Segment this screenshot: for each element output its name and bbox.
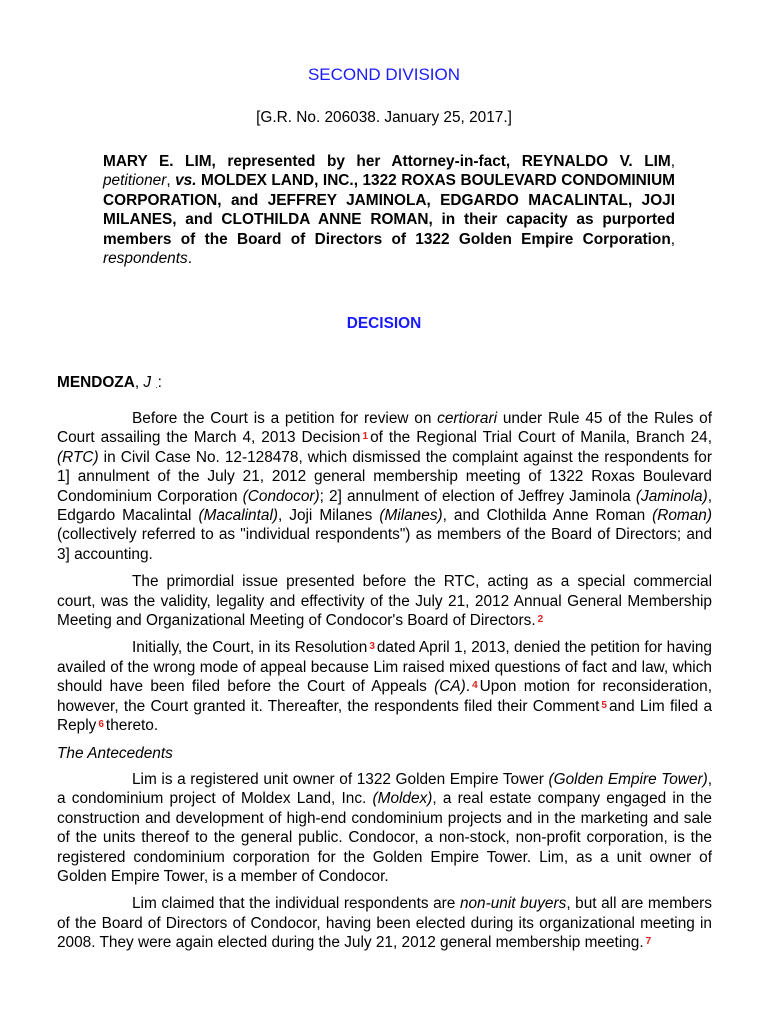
respondents-label: respondents [103, 250, 188, 268]
text: thereto. [105, 717, 159, 735]
text: of the Regional Trial Court of Manila, Branch 24, [370, 429, 712, 447]
text: in Civil Case No. 12-128478, which dismissed the complaint against the respondents for 1] annulment of the July 21, 2012 general membership meeting of 1322 Roxas Boulevard Condominium Corporation [57, 448, 712, 505]
italic-term: (RTC) [57, 448, 99, 466]
footnote-link[interactable]: 3 [369, 641, 375, 653]
italic-term: certiorari [437, 410, 498, 427]
text: . [465, 678, 471, 696]
text: Lim is a registered unit owner of 1322 Golden Empire Tower [132, 770, 549, 788]
section-heading: The Antecedents [57, 744, 173, 762]
text: (collectively referred to as "individual respondents") as members of the Board of Directors; and 3] accounting. [57, 526, 712, 563]
footnote-link[interactable]: 7 [645, 936, 652, 948]
caption-comma: , [670, 153, 675, 170]
text: under Rule 45 of the Rules of Court assailing the March 4, 2013 Decision [57, 410, 712, 447]
ponente-colon: : [157, 374, 162, 391]
italic-term: non-unit buyers [459, 895, 567, 913]
italic-term: (CA) [434, 678, 466, 696]
italic-term: (Jaminola) [635, 487, 708, 505]
text: dated April 1, 2013, denied the petition for having availed of the wrong mode of appeal because Lim raised mixed questions of fact and law, which should have been filed before the Court of Appeals [57, 639, 712, 696]
petitioner-names: MARY E. LIM, represented by her Attorney-in-fact, REYNALDO V. LIM [103, 153, 671, 170]
respondent-names: MOLDEX LAND, INC., 1322 ROXAS BOULEVARD CONDOMINIUM CORPORATION, and JEFFREY JAMINOLA, EDGARDO MACALINTAL, JOJI MILANES, and CLOTHILDA ANNE ROMAN, in their capacity as purported members of the Board of Directors of 1322 Golden Empire Corporation [103, 172, 676, 248]
caption-period: . [187, 250, 192, 268]
text: Before the Court is a petition for review on [132, 410, 438, 427]
text: Initially, the Court, in its Resolution [132, 639, 368, 657]
case-number: [G.R. No. 206038. January 25, 2017.] [256, 109, 512, 126]
caption-comma: , [670, 230, 675, 248]
footnote-link[interactable]: 1 [362, 431, 369, 443]
italic-term: (Roman) [652, 507, 712, 525]
ponente-mark: . [155, 381, 158, 390]
text: , a real estate company engaged in the construction and development of high-end condominium projects and in the marketing and sale of the units thereof to the general public. Condocor, a non-stock, non-profit corporation, is the registered condominium corporation for the Golden Empire Tower. Lim, as a unit owner of Golden Empire Tower, is a member of Condocor. [57, 790, 712, 885]
ponente-name: MENDOZA [57, 374, 135, 391]
petitioner-label: petitioner [103, 172, 167, 190]
footnote-link[interactable]: 2 [537, 614, 544, 626]
division-heading: SECOND DIVISION [307, 65, 461, 84]
paragraph-1 [57, 409, 712, 564]
text: , a condominium project of Moldex Land, Inc. [57, 770, 712, 808]
paragraph-2 [57, 572, 712, 630]
text: and Lim filed a Reply [57, 697, 712, 735]
caption-comma: , [166, 172, 171, 190]
paragraph-5 [57, 894, 712, 952]
versus-label: vs. [175, 172, 197, 190]
text: ; 2] annulment of election of Jeffrey Jaminola [319, 487, 636, 505]
footnote-link[interactable]: 6 [98, 719, 104, 731]
italic-term: (Macalintal) [198, 507, 278, 525]
text: , and Clothilda Anne Roman [442, 507, 653, 525]
text: , Edgardo Macalintal [57, 487, 713, 525]
footnote-link[interactable]: 4 [472, 680, 478, 692]
decision-title: DECISION [346, 315, 422, 332]
text: Upon motion for reconsideration, however, the Court granted it. Thereafter, the respondents filed their Comment [57, 678, 712, 715]
text: Lim claimed that the individual respondents are [132, 895, 460, 913]
paragraph-3 [57, 638, 712, 735]
paragraph-4 [57, 770, 712, 886]
text: , Joji Milanes [278, 507, 380, 525]
text: The primordial issue presented before the RTC, acting as a special commercial court, was the validity, legality and effectivity of the July 21, 2012 Annual General Membership Meeting and Organizational Meeting of Condocor's Board of Directors. [57, 573, 712, 630]
italic-term: (Golden Empire Tower) [548, 770, 708, 788]
text: , but all are members of the Board of Directors of Condocor, having been elected during its organizational meeting in 2008. They were again elected during the July 21, 2012 general membership meeting. [57, 895, 712, 952]
decision-body [57, 409, 712, 961]
italic-term: (Condocor) [242, 487, 320, 505]
ponente-title: J [143, 374, 152, 391]
italic-term: (Milanes) [379, 507, 443, 525]
italic-term: (Moldex) [372, 790, 433, 808]
ponente-line [57, 373, 162, 395]
case-caption [103, 152, 675, 268]
ponente-comma: , [134, 374, 140, 391]
footnote-link[interactable]: 5 [601, 699, 607, 711]
